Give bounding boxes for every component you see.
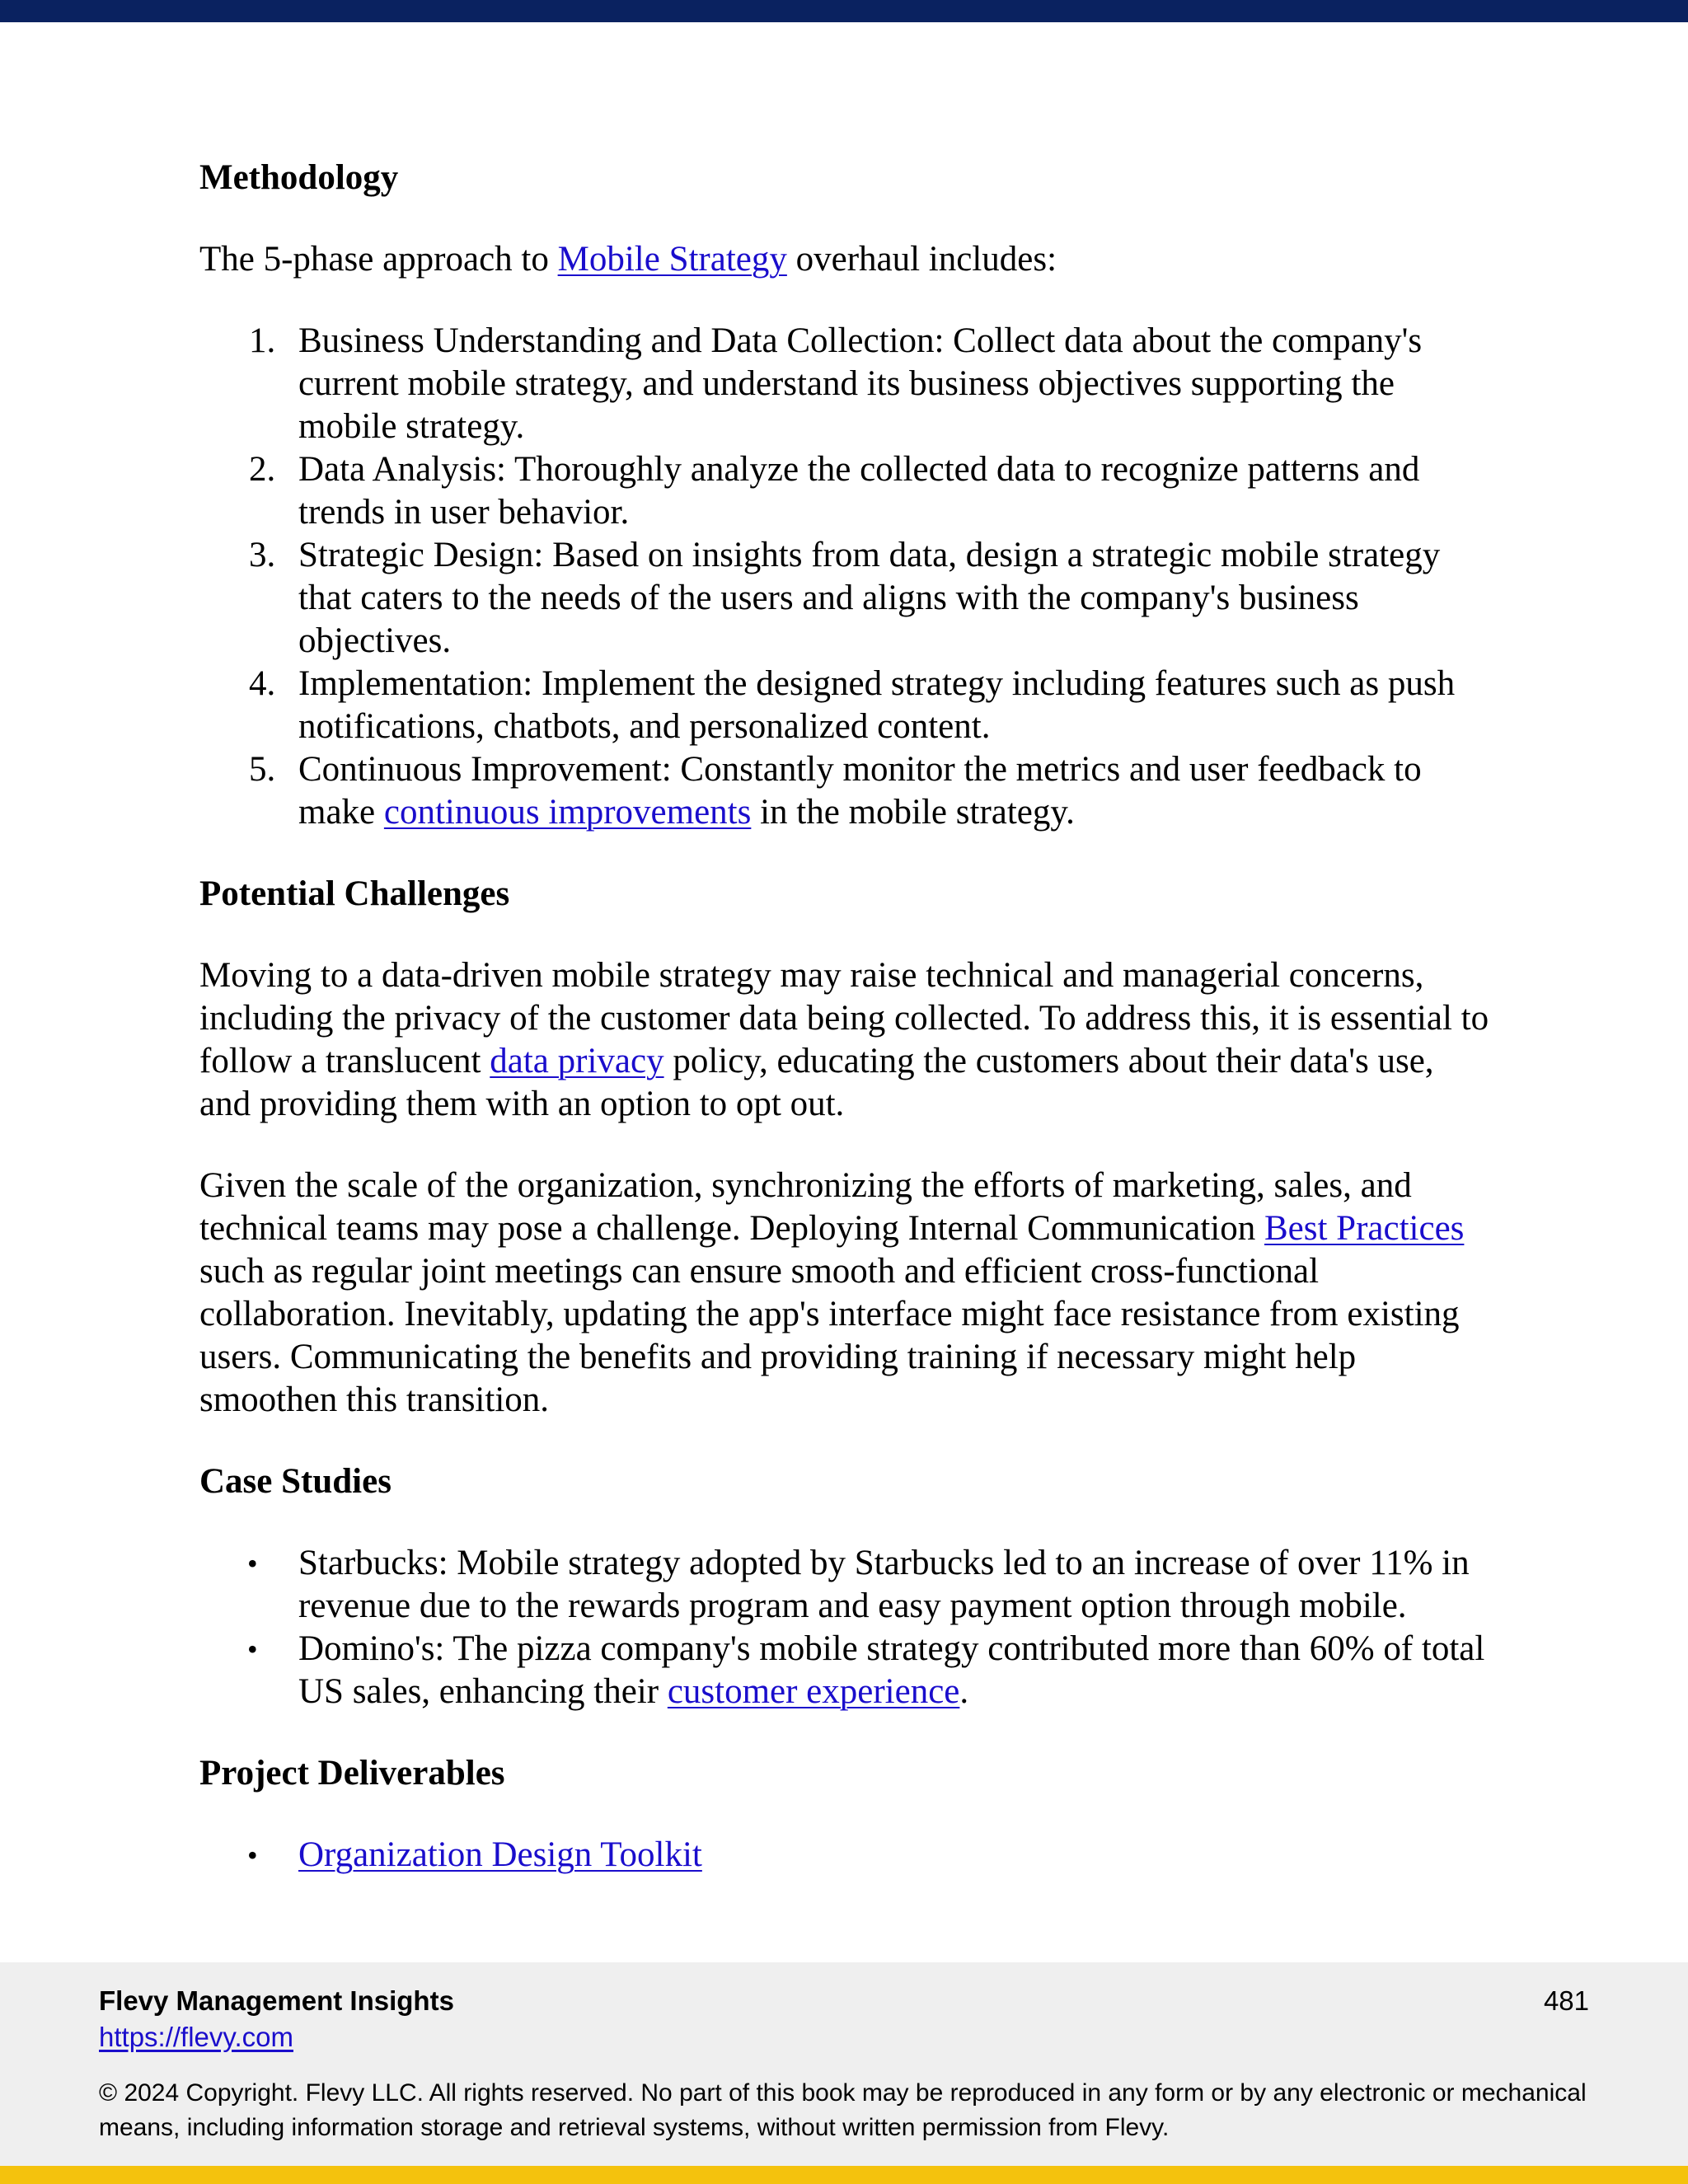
deliverables-heading: Project Deliverables: [199, 1754, 505, 1793]
bullet-icon: •: [247, 1547, 258, 1580]
case-study-text: Domino's: The pizza company's mobile strategy contributed more than 60% of total US sales, enhancing their: [298, 1629, 1485, 1711]
phase-item: [199, 320, 1493, 448]
case-study-text-end: .: [959, 1672, 969, 1711]
phase-text: Strategic Design: Based on insights from data, design a strategic mobile strategy that caters to the needs of the users and aligns with the company's business objectives.: [298, 536, 1441, 660]
document-body: [199, 157, 1493, 1915]
phase-item: [199, 663, 1493, 748]
continuous-improvements-link[interactable]: continuous improvements: [383, 793, 752, 832]
challenges-p2-text-end: such as regular joint meetings can ensure smooth and efficient cross-functional collaboration. Inevitably, updating the app's interface might face resistance from existing users. Communicating the benefits and providing training if necessary might help smoothen this transition.: [199, 1252, 1460, 1419]
challenges-p2-text: Given the scale of the organization, synchronizing the efforts of marketing, sales, and technical teams may pose a challenge. Deploying Internal Communication: [199, 1166, 1412, 1248]
phase-number: 4.: [249, 664, 276, 703]
best-practices-link[interactable]: Best Practices: [1264, 1209, 1465, 1248]
methodology-heading: Methodology: [199, 158, 399, 197]
bullet-icon: •: [247, 1839, 258, 1872]
page-number: 481: [1543, 1985, 1589, 2016]
footer-url-link[interactable]: https://flevy.com: [99, 2022, 293, 2052]
methodology-intro-text: The 5-phase approach to: [199, 240, 558, 279]
phase-number: 5.: [249, 750, 276, 789]
challenges-p1-text: Moving to a data-driven mobile strategy may raise technical and managerial concerns, including the privacy of the customer data being collected. To address this, it is essential to follow a translucent: [199, 956, 1489, 1080]
case-study-text: Starbucks: Mobile strategy adopted by Starbucks led to an increase of over 11% in revenue due to the rewards program and easy payment option through mobile.: [298, 1544, 1470, 1625]
phase-number: 3.: [249, 536, 276, 574]
challenges-paragraph-1: [199, 954, 1493, 1126]
challenges-heading: Potential Challenges: [199, 874, 510, 913]
bottom-accent-bar: [0, 2166, 1688, 2184]
phase-number: 1.: [249, 321, 276, 360]
case-studies-list: [199, 1542, 1493, 1713]
organization-design-toolkit-link[interactable]: Organization Design Toolkit: [298, 1835, 702, 1874]
phase-item: [199, 748, 1493, 834]
customer-experience-link[interactable]: customer experience: [667, 1672, 960, 1711]
methodology-intro: [199, 238, 1493, 281]
challenges-p1-text-end: policy, educating the customers about their data's use, and providing them with an option to opt out.: [199, 1042, 1434, 1123]
case-studies-heading: Case Studies: [199, 1462, 392, 1501]
phase-text: Implementation: Implement the designed strategy including features such as push notifications, chatbots, and personalized content.: [298, 664, 1456, 746]
challenges-paragraph-2: [199, 1165, 1493, 1422]
case-study-item: [199, 1542, 1493, 1628]
page-footer: [0, 1962, 1688, 2166]
case-study-item: [199, 1628, 1493, 1713]
phase-number: 2.: [249, 450, 276, 489]
methodology-phase-list: [199, 320, 1493, 834]
mobile-strategy-link[interactable]: Mobile Strategy: [557, 240, 787, 279]
deliverable-item: [199, 1834, 1493, 1877]
phase-text: Continuous Improvement: Constantly monitor the metrics and user feedback to make: [298, 750, 1422, 832]
phase-text-end: in the mobile strategy.: [751, 793, 1075, 832]
phase-item: [199, 534, 1493, 663]
methodology-intro-text-end: overhaul includes:: [786, 240, 1057, 279]
phase-text: Business Understanding and Data Collection: Collect data about the company's current mobile strategy, and understand its business objectives supporting the mobile strategy.: [298, 321, 1423, 446]
footer-brand: Flevy Management Insights: [99, 1985, 454, 2016]
data-privacy-link[interactable]: data privacy: [490, 1042, 664, 1080]
top-accent-bar: [0, 0, 1688, 22]
bullet-icon: •: [247, 1633, 258, 1666]
phase-text: Data Analysis: Thoroughly analyze the collected data to recognize patterns and trends in user behavior.: [298, 450, 1420, 532]
copyright-notice: © 2024 Copyright. Flevy LLC. All rights reserved. No part of this book may be reproduced in any form or by any electronic or mechanical means, including information storage and retrieval systems, without written permission from Flevy.: [99, 2079, 1587, 2141]
phase-item: [199, 448, 1493, 534]
deliverables-list: [199, 1834, 1493, 1877]
